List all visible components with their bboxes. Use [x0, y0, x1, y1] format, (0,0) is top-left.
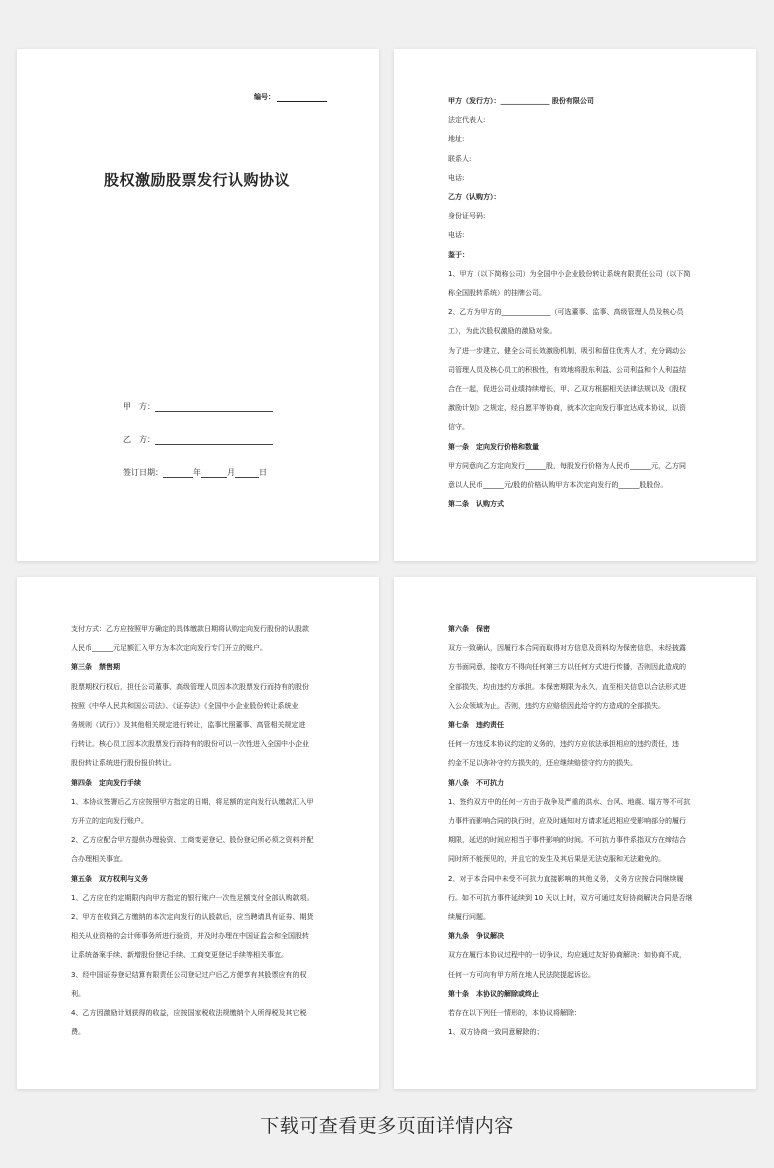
party-a-signature-line [123, 401, 273, 412]
page-2-body [448, 92, 702, 514]
document-page-4 [394, 577, 756, 1089]
text-line: 为了进一步建立、健全公司长效激励机制，吸引和留住优秀人才，充分调动公 [448, 346, 686, 355]
text-line: 费。 [71, 1028, 85, 1037]
section-heading: 第一条 定向发行价格和数量 [448, 442, 539, 451]
text-line: 电话: [448, 231, 465, 240]
document-title: 股权激励股票发行认购协议 [104, 171, 291, 189]
text-line: 行转让。核心员工因本次股票发行而持有的股份可以一次性进入全国中小企业 [71, 740, 309, 749]
text-line: 双方在履行本协议过程中的一切争议，均应通过友好协商解决：如协商不成， [448, 951, 686, 960]
text-line: 司管理人员及核心员工的积极性，有效地将股东利益、公司利益和个人利益结 [448, 365, 686, 374]
section-heading: 鉴于： [448, 250, 469, 259]
party-b-label: 乙 方： [123, 435, 155, 444]
section-heading: 乙方（认购方）： [448, 193, 501, 202]
day-label: 日 [259, 468, 267, 477]
sign-date-line [123, 467, 267, 478]
section-heading: 第十条 本协议的解除或终止 [448, 989, 539, 998]
text-line: 合办理相关事宜。 [71, 855, 127, 864]
document-page-2 [394, 49, 756, 561]
text-line: 1、本协议签署后乙方应按照甲方指定的日期，将足额的定向发行认缴款汇入甲 [71, 797, 314, 806]
text-line: 方开立的定向发行账户。 [71, 817, 148, 826]
serial-number-label: 编号： [254, 93, 275, 101]
party-b-signature-line [123, 434, 273, 445]
text-line: 若存在以下列任一情形的，本协议将解除： [448, 1009, 581, 1018]
text-line: 2、对于本合同中未受不可抗力直接影响的其他义务，义务方应按合同继续履 [448, 874, 684, 883]
text-line: 3、经中国证券登记结算有限责任公司登记过户后乙方便享有其股票应有的权 [71, 970, 307, 979]
text-line: 人民币______元足额汇入甲方为本次定向发行专门开立的账户。 [71, 644, 267, 653]
serial-number-field [254, 92, 327, 102]
text-line: 利。 [71, 989, 85, 998]
text-line: 工），为此次股权激励的激励对象。 [448, 327, 557, 336]
text-line: 信守。 [448, 423, 469, 432]
text-line: 力事件而影响合同的执行时，应及时通知对方请求延迟相应受影响部分的履行 [448, 817, 686, 826]
text-line: 行。如不可抗力事件延续到 10 天以上时，双方可通过友好协商解决合同是否继 [448, 893, 693, 902]
text-line: 激励计划》之规定，经自愿平等协商，就本次定向发行事宜达成本协议，以资 [448, 404, 686, 413]
text-line: 约金不足以弥补守约方损失的，还应继续赔偿守约方的损失。 [448, 759, 637, 768]
text-line: 股份转让系统进行股份报价转让。 [71, 759, 176, 768]
party-b-blank [155, 435, 273, 445]
text-line: 相关从业资格的会计师事务所进行验资，并及时办理在中国证监会和全国股转 [71, 932, 309, 941]
month-blank [201, 468, 227, 478]
text-line: 支付方式：乙方应按照甲方确定的具体缴款日期将认购定向发行股份的认股款 [71, 625, 309, 633]
section-heading: 甲方（发行方）：______________ 股份有限公司 [448, 97, 594, 105]
text-line: 全部损失，均由违约方承担。本保密期限为永久，直至相关信息以合法形式进 [448, 682, 686, 691]
text-line: 联系人: [448, 154, 472, 163]
text-line: 称全国股转系统）的挂牌公司。 [448, 289, 546, 298]
text-line: 股票期权行权后，担任公司董事、高级管理人员因本次股票发行而持有的股份 [71, 682, 309, 691]
text-line: 法定代表人: [448, 116, 486, 125]
section-heading: 第二条 认购方式 [448, 500, 504, 509]
text-line: 电话: [448, 173, 465, 182]
text-line: 期限，延迟的时间应相当于事件影响的时间。不可抗力事件系指双方在缔结合 [448, 836, 686, 845]
text-line: 1、乙方应在约定期限内向甲方指定的银行账户一次性足额支付全部认购款项。 [71, 893, 314, 902]
party-a-label: 甲 方： [123, 402, 155, 411]
text-line: 同时所不能预见的，并且它的发生及其后果是无法克服和无法避免的。 [448, 855, 665, 864]
section-heading: 第八条 不可抗力 [448, 778, 504, 787]
text-line: 方书面同意，接收方不得向任何第三方以任何方式进行传播，否则因此造成的 [448, 663, 686, 672]
document-page-3 [17, 577, 379, 1089]
text-line: 按照《中华人民共和国公司法》、《证券法》《全国中小企业股份转让系统业 [71, 701, 299, 710]
page-4-body [448, 620, 702, 1042]
section-heading: 第九条 争议解决 [448, 932, 504, 941]
download-more-caption: 下载可查看更多页面详情内容 [260, 1115, 514, 1137]
text-line: 入公众领域为止。否则，违约方应赔偿因此给守约方造成的全部损失。 [448, 701, 665, 710]
month-label: 月 [227, 468, 235, 477]
text-line: 让系统备案手续、新增股份登记手续、工商变更登记手续等相关事宜。 [71, 951, 288, 960]
section-heading: 第五条 双方权利与义务 [71, 874, 148, 883]
section-heading: 第三条 禁售期 [71, 663, 120, 672]
text-line: 2、乙方为甲方的______________（可选董事、监事、高级管理人员及核心员 [448, 308, 684, 317]
party-a-blank [155, 402, 273, 412]
text-line: 地址: [448, 135, 465, 144]
text-line: 2、甲方在收到乙方缴纳的本次定向发行的认股款后，应当聘请具有证券、期货 [71, 913, 314, 922]
text-line: 2、乙方应配合甲方提供办理验资、工商变更登记、股份登记所必须之资料并配 [71, 836, 314, 845]
section-heading: 第六条 保密 [448, 625, 490, 633]
page-3-body [71, 620, 325, 1042]
text-line: 1、双方协商一致同意解除的； [448, 1028, 544, 1037]
text-line: 身份证号码: [448, 212, 486, 221]
text-line: 1、甲方（以下简称公司）为全国中小企业股份转让系统有限责任公司（以下简 [448, 269, 691, 278]
section-heading: 第七条 违约责任 [448, 721, 504, 730]
sign-date-label: 签订日期： [123, 468, 163, 477]
text-line: 甲方同意向乙方定向发行______股，每股发行价格为人民币______元，乙方同 [448, 461, 686, 470]
text-line: 务规则（试行）》及其他相关规定进行转让，监事比照董事、高管相关规定进 [71, 721, 306, 730]
text-line: 1、签约双方中的任何一方由于战争及严重的洪水、台风、地震、塌方等不可抗 [448, 797, 691, 806]
text-line: 4、乙方因激励计划获得的收益，应按国家税收法规缴纳个人所得税及其它税 [71, 1009, 307, 1018]
text-line: 任何一方可向有甲方所在地人民法院提起诉讼。 [448, 970, 595, 979]
serial-number-blank [277, 93, 327, 102]
text-line: 续履行问题。 [448, 913, 490, 922]
text-line: 合在一起，促进公司业绩持续增长，甲、乙双方根据相关法律法规以及《股权 [448, 385, 686, 394]
day-blank [235, 468, 259, 478]
section-heading: 第四条 定向发行手续 [71, 778, 141, 787]
text-line: 双方一致确认，因履行本合同而取得对方信息及资料均为保密信息，未经披露 [448, 644, 686, 653]
text-line: 意以人民币______元/股的价格认购甲方本次定向发行的______股股份。 [448, 481, 668, 490]
document-page-1 [17, 49, 379, 561]
text-line: 任何一方违反本协议约定的义务的，违约方应依法承担相应的违约责任，违 [448, 740, 679, 749]
year-blank [163, 468, 193, 478]
year-label: 年 [193, 468, 201, 477]
